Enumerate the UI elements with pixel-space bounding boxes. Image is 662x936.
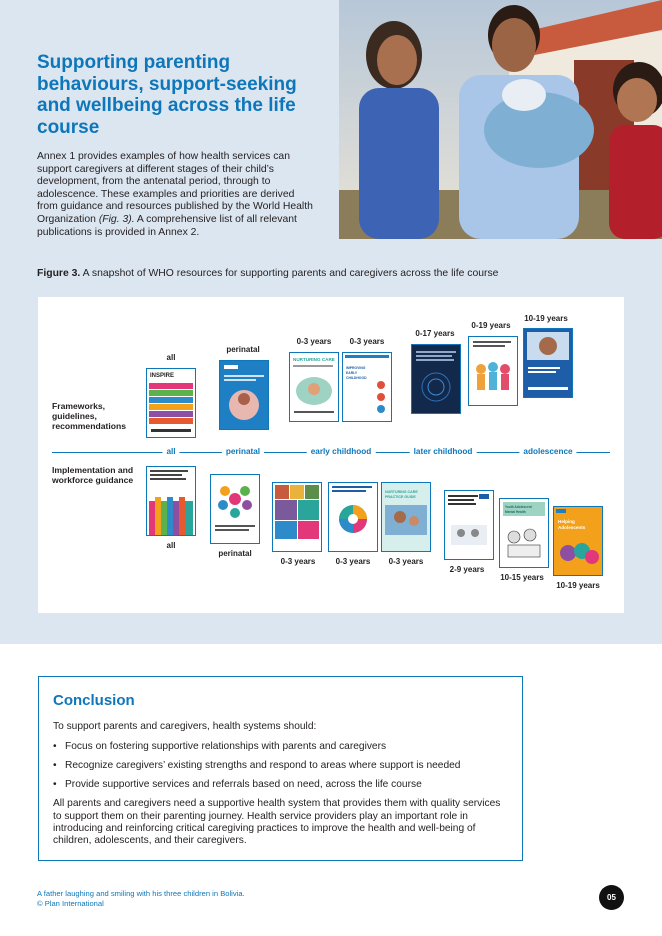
row-label-implementation: Implementation and workforce guidance bbox=[52, 465, 134, 485]
figure-reference: (Fig. 3). bbox=[98, 213, 135, 225]
cover-nurturing-care-wheel bbox=[328, 482, 378, 552]
age-label: 0-3 years bbox=[388, 557, 424, 566]
svg-text:Mental Health: Mental Health bbox=[505, 510, 526, 514]
age-label: 0-3 years bbox=[296, 337, 332, 346]
photo-caption-line: A father laughing and smiling with his three children in Bolivia. bbox=[37, 889, 245, 898]
cover-guideline-0-19 bbox=[468, 336, 518, 406]
age-label: 2-9 years bbox=[449, 565, 485, 574]
conclusion-closing: All parents and caregivers need a supportive health system that provides them with quality services to support them on their parenting journey. Health service providers play an important role in introducing and reinforcing critical caregiving practices to improve the health and well-being of children, adolescents, and their caregivers. bbox=[53, 798, 501, 847]
conclusion-bullet: • Recognize caregivers’ existing strengths and respond to areas where support is needed bbox=[53, 760, 508, 772]
stage-later-childhood: later childhood bbox=[410, 447, 477, 456]
age-label: 0-3 years bbox=[349, 337, 385, 346]
intro-text-after: A comprehensive list of all relevant publications is provided in Annex 2. bbox=[37, 213, 297, 238]
age-label: 0-3 years bbox=[280, 557, 316, 566]
figure-caption bbox=[37, 268, 498, 279]
cover-nurturing-care-title: NURTURING CARE bbox=[293, 357, 335, 362]
cover-adolescent-mental-health bbox=[499, 498, 549, 568]
svg-text:PRACTICE GUIDE: PRACTICE GUIDE bbox=[385, 495, 416, 499]
family-photo bbox=[339, 0, 662, 239]
photo-caption bbox=[37, 889, 245, 908]
page-number-badge: 05 bbox=[599, 885, 624, 910]
cover-helping-adolescents-thrive bbox=[553, 506, 603, 576]
age-label: 0-3 years bbox=[335, 557, 371, 566]
cover-improving-ecd bbox=[342, 352, 392, 422]
cover-mental-health bbox=[146, 466, 196, 536]
age-label: all bbox=[166, 353, 176, 362]
conclusion-list bbox=[53, 741, 508, 791]
svg-text:CHILDHOOD: CHILDHOOD bbox=[346, 376, 367, 380]
conclusion-title: Conclusion bbox=[53, 692, 135, 709]
stage-early-childhood: early childhood bbox=[307, 447, 376, 456]
cover-guide-2-9 bbox=[444, 490, 494, 560]
age-label: 0-19 years bbox=[471, 321, 511, 330]
svg-text:IMPROVING: IMPROVING bbox=[346, 366, 366, 370]
row-label-frameworks: Frameworks, guidelines, recommendations bbox=[52, 401, 127, 431]
page-heading: Supporting parenting behaviours, support-seeking and wellbeing across the life course bbox=[37, 52, 297, 138]
svg-text:EARLY: EARLY bbox=[346, 371, 358, 375]
cover-responsive-caregiving bbox=[272, 482, 322, 552]
cover-inspire-title: INSPIRE bbox=[150, 373, 175, 379]
photo-credit: © Plan International bbox=[37, 898, 104, 908]
cover-inspire bbox=[146, 368, 196, 438]
svg-text:Helping: Helping bbox=[558, 519, 575, 524]
intro-paragraph bbox=[37, 151, 317, 239]
age-label: perinatal bbox=[226, 345, 260, 354]
age-label: 10-19 years bbox=[524, 314, 568, 323]
age-label: perinatal bbox=[218, 549, 252, 558]
svg-text:Adolescents: Adolescents bbox=[558, 525, 586, 530]
stage-adolescence: adolescence bbox=[519, 447, 576, 456]
conclusion-box bbox=[38, 676, 523, 861]
svg-text:NURTURING CARE: NURTURING CARE bbox=[385, 490, 418, 494]
stage-perinatal: perinatal bbox=[222, 447, 264, 456]
stage-all: all bbox=[162, 447, 179, 456]
cover-framework-0-17 bbox=[411, 344, 461, 414]
figure-panel bbox=[38, 297, 624, 613]
cover-parenting-programmes bbox=[210, 474, 260, 544]
age-label: all bbox=[166, 541, 176, 550]
cover-nurturing-care bbox=[289, 352, 339, 422]
age-label: 10-15 years bbox=[500, 573, 544, 582]
conclusion-lead: To support parents and caregivers, health systems should: bbox=[53, 721, 317, 732]
intro-text-before: Annex 1 provides examples of how health services can support caregivers at different stages of their child’s development, from the antenatal period, through to adolescence. These examples and priorities are derived from guidance and resources published by the World Health Organization bbox=[37, 151, 313, 225]
age-label: 0-17 years bbox=[415, 329, 455, 338]
conclusion-bullet: • Focus on fostering supportive relationships with parents and caregivers bbox=[53, 741, 508, 753]
cover-nurturing-practice-guide bbox=[381, 482, 431, 552]
cover-perinatal-guideline bbox=[219, 360, 269, 430]
cover-adolescent-10-19 bbox=[523, 328, 573, 398]
svg-text:Youth Adolescent: Youth Adolescent bbox=[505, 505, 532, 509]
conclusion-bullet: • Provide supportive services and referrals based on need, across the life course bbox=[53, 779, 508, 791]
figure-caption-text: A snapshot of WHO resources for supporting parents and caregivers across the life course bbox=[80, 268, 499, 279]
age-label: 10-19 years bbox=[556, 581, 600, 590]
figure-caption-label: Figure 3. bbox=[37, 268, 81, 279]
